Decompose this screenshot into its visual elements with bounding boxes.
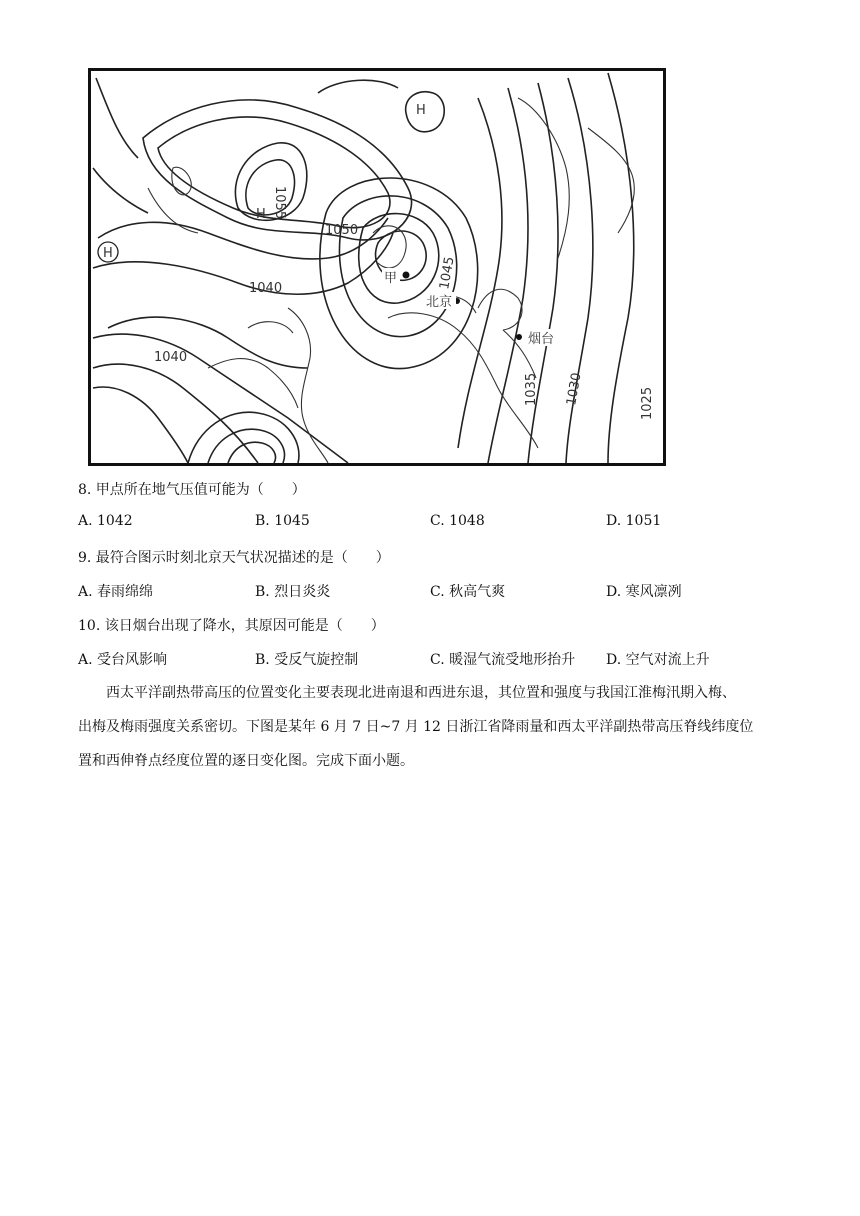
isobar-map [88,68,666,466]
question-10-option-a: A. 受台风影响 [78,652,168,668]
question-8-option-b: B. 1045 [255,513,310,529]
point-jia-label: 甲 [384,271,398,286]
question-9-option-d: D. 寒风凛冽 [606,584,682,600]
question-9-option-c: C. 秋高气爽 [430,584,506,600]
point-jia-dot [403,272,410,279]
isobar-label-1025: 1025 [640,386,655,420]
question-10-stem: 10. 该日烟台出现了降水，其原因可能是（ ） [78,618,385,634]
passage-line-1: 西太平洋副热带高压的位置变化主要表现北进南退和西进东退，其位置和强度与我国江淮梅汛期入梅、 [78,685,736,701]
isobar-label-1035: 1035 [524,372,539,406]
isobar-map-figure [88,68,666,466]
question-8-option-d: D. 1051 [606,513,662,529]
passage-line-2: 出梅及梅雨强度关系密切。下图是某年 6 月 7 日~7 月 12 日浙江省降雨量和西太平洋副热带高压脊线纬度位 [78,719,754,735]
question-8-stem: 8. 甲点所在地气压值可能为（ ） [78,482,306,498]
question-8-option-a: A. 1042 [78,513,133,529]
question-9-option-a: A. 春雨绵绵 [78,584,154,600]
yantai-dot [516,334,522,340]
beijing-label: 北京 [426,295,453,310]
isobar-label-1050: 1050 [325,223,359,238]
yantai-label: 烟台 [528,332,555,347]
question-10-option-d: D. 空气对流上升 [606,652,710,668]
high-mark-west: H [103,246,113,261]
high-mark-north: H [416,103,426,118]
question-9-option-b: B. 烈日炎炎 [255,584,331,600]
question-9-stem: 9. 最符合图示时刻北京天气状况描述的是（ ） [78,550,390,566]
isobar-label-1030: 1030 [564,371,585,407]
question-10-option-c: C. 暖湿气流受地形抬升 [430,652,576,668]
passage [78,676,784,778]
high-mark-center: H [256,207,266,222]
isobar-label-1045: 1045 [437,255,458,291]
question-8-option-c: C. 1048 [430,513,485,529]
isobar-label-1040-a: 1040 [249,281,283,296]
passage-line-3: 置和西伸脊点经度位置的逐日变化图。完成下面小题。 [78,753,414,769]
question-10-option-b: B. 受反气旋控制 [255,652,359,668]
isobar-label-1040-b: 1040 [154,350,188,365]
isobar-label-1055: 1055 [272,186,287,220]
